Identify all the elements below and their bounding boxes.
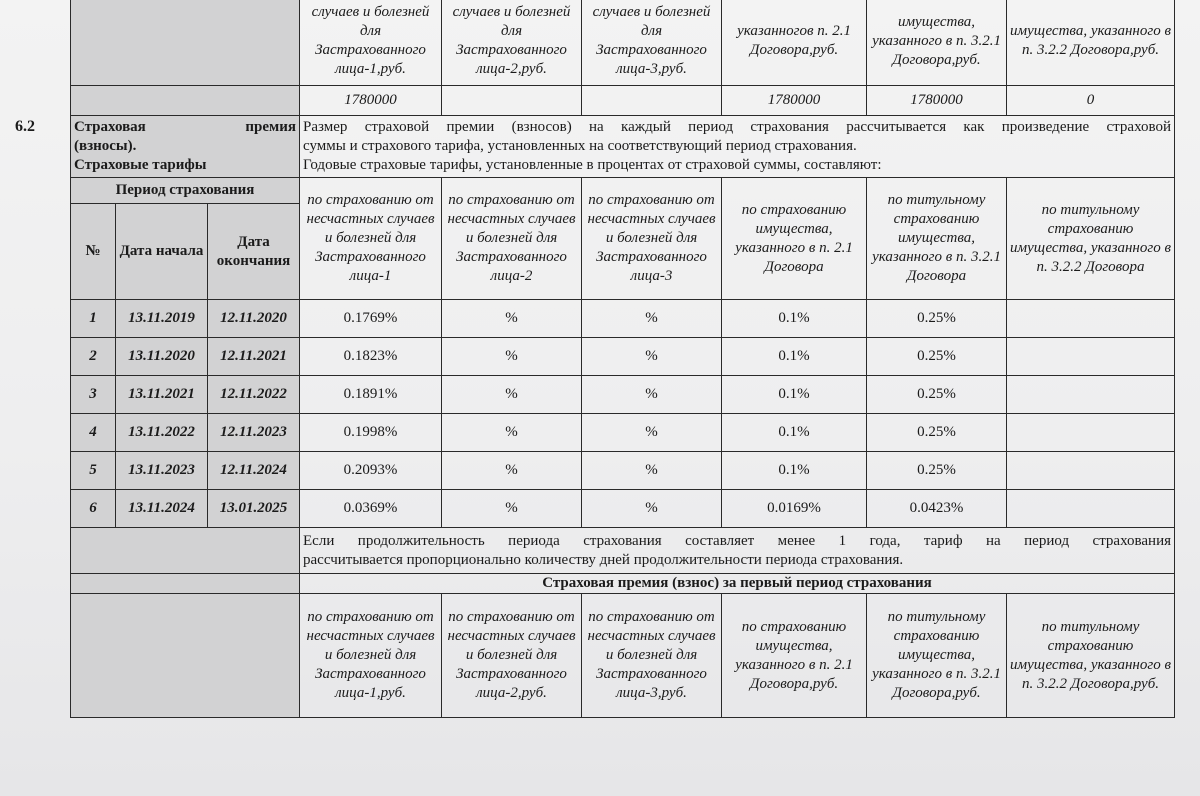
end-date: 13.01.2025: [208, 490, 300, 528]
tariff-value: 0.1%: [722, 300, 867, 338]
tariff-value: %: [442, 300, 582, 338]
col-start-header: Дата начала: [116, 204, 208, 300]
tariff-row: [71, 490, 1175, 528]
top-value-cell: [442, 86, 582, 116]
bottom-header-cell: по титульному страхованию имущества, указанного в п. 3.2.1 Договора,руб.: [867, 594, 1007, 718]
tariff-value: %: [442, 414, 582, 452]
top-value-cell: [582, 86, 722, 116]
tariff-header-cell: по титульному страхованию имущества, указанного в п. 3.2.1 Договора: [867, 178, 1007, 300]
period-title: Период страхования: [71, 178, 300, 204]
tariff-value: %: [582, 338, 722, 376]
tariff-value: 0.1769%: [300, 300, 442, 338]
start-date: 13.11.2022: [116, 414, 208, 452]
tariff-value: 0.25%: [867, 300, 1007, 338]
bottom-header-cell: по титульному страхованию имущества, указанного в п. 3.2.2 Договора,руб.: [1007, 594, 1175, 718]
tariff-value: 0.25%: [867, 376, 1007, 414]
row-number: 1: [71, 300, 116, 338]
bottom-header-row: [71, 594, 1175, 718]
row-number: 6: [71, 490, 116, 528]
tariff-value: 0.1891%: [300, 376, 442, 414]
tariff-value: [1007, 300, 1175, 338]
tariff-value: [1007, 376, 1175, 414]
first-premium-title-row: [71, 574, 1175, 594]
tariff-value: 0.0169%: [722, 490, 867, 528]
bottom-header-cell: по страхованию имущества, указанного в п. 2.1 Договора,руб.: [722, 594, 867, 718]
start-date: 13.11.2021: [116, 376, 208, 414]
note-cell: [300, 528, 1175, 574]
end-date: 12.11.2022: [208, 376, 300, 414]
tariff-body: [71, 300, 1175, 528]
tariff-header-cell: по страхованию от несчастных случаев и болезней для Застрахованного лица-2: [442, 178, 582, 300]
section-label-1b: премия: [245, 119, 297, 135]
section-label-2: (взносы).: [74, 138, 137, 154]
note-line-1: Если продолжительность периода страхования составляет менее 1 года, тариф на период страхования: [303, 532, 1172, 549]
tariff-value: 0.25%: [867, 452, 1007, 490]
intro-cell: [300, 116, 1175, 178]
row-number: 5: [71, 452, 116, 490]
first-premium-title: Страховая премия (взнос) за первый период страхования: [300, 574, 1175, 594]
tariff-value: 0.0423%: [867, 490, 1007, 528]
insurance-table: [70, 0, 1175, 718]
top-header-cell: случаев и болезней для Застрахованного лица-2,руб.: [442, 0, 582, 86]
tariff-value: 0.0369%: [300, 490, 442, 528]
tariff-value: [1007, 490, 1175, 528]
tariff-row: [71, 414, 1175, 452]
tariff-value: 0.25%: [867, 414, 1007, 452]
end-date: 12.11.2024: [208, 452, 300, 490]
tariff-value: %: [582, 376, 722, 414]
top-header-row: [71, 0, 1175, 86]
gray-cell: [71, 528, 300, 574]
tariff-value: %: [582, 452, 722, 490]
tariff-value: 0.25%: [867, 338, 1007, 376]
row-number: 3: [71, 376, 116, 414]
bottom-header-cell: по страхованию от несчастных случаев и болезней для Застрахованного лица-3,руб.: [582, 594, 722, 718]
tariff-value: 0.1998%: [300, 414, 442, 452]
top-value-cell: 1780000: [722, 86, 867, 116]
end-date: 12.11.2020: [208, 300, 300, 338]
top-header-cell: имущества, указанного в п. 3.2.1 Договора,руб.: [867, 0, 1007, 86]
note-line-2: рассчитывается пропорционально количеству дней продолжительности периода страхования.: [303, 551, 904, 568]
tariff-value: 0.1%: [722, 414, 867, 452]
tariff-value: %: [442, 452, 582, 490]
bottom-header-cell: по страхованию от несчастных случаев и болезней для Застрахованного лица-1,руб.: [300, 594, 442, 718]
tariff-row: [71, 376, 1175, 414]
intro-line-1: Размер страховой премии (взносов) на каждый период страхования рассчитывается как произведение страховой: [303, 119, 1172, 135]
start-date: 13.11.2024: [116, 490, 208, 528]
row-number: 2: [71, 338, 116, 376]
tariff-value: %: [582, 300, 722, 338]
section-number: 6.2: [15, 118, 35, 135]
gray-cell: [71, 0, 300, 86]
top-header-cell: указанногов п. 2.1 Договора,руб.: [722, 0, 867, 86]
tariff-value: 0.1823%: [300, 338, 442, 376]
section-label-cell: [71, 116, 300, 178]
section-intro-row: [71, 116, 1175, 178]
top-value-cell: 1780000: [300, 86, 442, 116]
tariff-value: [1007, 414, 1175, 452]
intro-line-2: суммы и страхового тарифа, установленных на соответствующий период страхования.: [303, 138, 857, 154]
tariff-row: [71, 338, 1175, 376]
tariff-value: %: [442, 338, 582, 376]
intro-line-3: Годовые страховые тарифы, установленные в процентах от страховой суммы, составляют:: [303, 157, 882, 173]
row-number: 4: [71, 414, 116, 452]
col-no-header: №: [71, 204, 116, 300]
end-date: 12.11.2023: [208, 414, 300, 452]
tariff-value: 0.1%: [722, 376, 867, 414]
tariff-value: [1007, 452, 1175, 490]
start-date: 13.11.2020: [116, 338, 208, 376]
tariff-value: 0.1%: [722, 338, 867, 376]
tariff-value: %: [442, 376, 582, 414]
tariff-header-cell: по титульному страхованию имущества, указанного в п. 3.2.2 Договора: [1007, 178, 1175, 300]
section-label-1a: Страховая: [74, 119, 146, 135]
start-date: 13.11.2023: [116, 452, 208, 490]
end-date: 12.11.2021: [208, 338, 300, 376]
tariff-row: [71, 452, 1175, 490]
tariff-header-cell: по страхованию имущества, указанного в п. 2.1 Договора: [722, 178, 867, 300]
tariff-value: %: [582, 414, 722, 452]
tariff-value: 0.2093%: [300, 452, 442, 490]
start-date: 13.11.2019: [116, 300, 208, 338]
tariff-header-row-1: [71, 178, 1175, 204]
section-label-3: Страховые тарифы: [74, 157, 207, 173]
tariff-header-cell: по страхованию от несчастных случаев и болезней для Застрахованного лица-1: [300, 178, 442, 300]
note-row: [71, 528, 1175, 574]
gray-cell: [71, 86, 300, 116]
bottom-header-cell: по страхованию от несчастных случаев и болезней для Застрахованного лица-2,руб.: [442, 594, 582, 718]
tariff-value: 0.1%: [722, 452, 867, 490]
top-header-cell: имущества, указанного в п. 3.2.2 Договора,руб.: [1007, 0, 1175, 86]
tariff-value: %: [442, 490, 582, 528]
col-end-header: Дата окончания: [208, 204, 300, 300]
tariff-value: [1007, 338, 1175, 376]
gray-cell: [71, 574, 300, 594]
tariff-header-cell: по страхованию от несчастных случаев и болезней для Застрахованного лица-3: [582, 178, 722, 300]
tariff-value: %: [582, 490, 722, 528]
tariff-row: [71, 300, 1175, 338]
gray-cell: [71, 594, 300, 718]
top-value-cell: 0: [1007, 86, 1175, 116]
top-values-row: [71, 86, 1175, 116]
top-header-cell: случаев и болезней для Застрахованного лица-3,руб.: [582, 0, 722, 86]
top-header-cell: случаев и болезней для Застрахованного лица-1,руб.: [300, 0, 442, 86]
top-value-cell: 1780000: [867, 86, 1007, 116]
